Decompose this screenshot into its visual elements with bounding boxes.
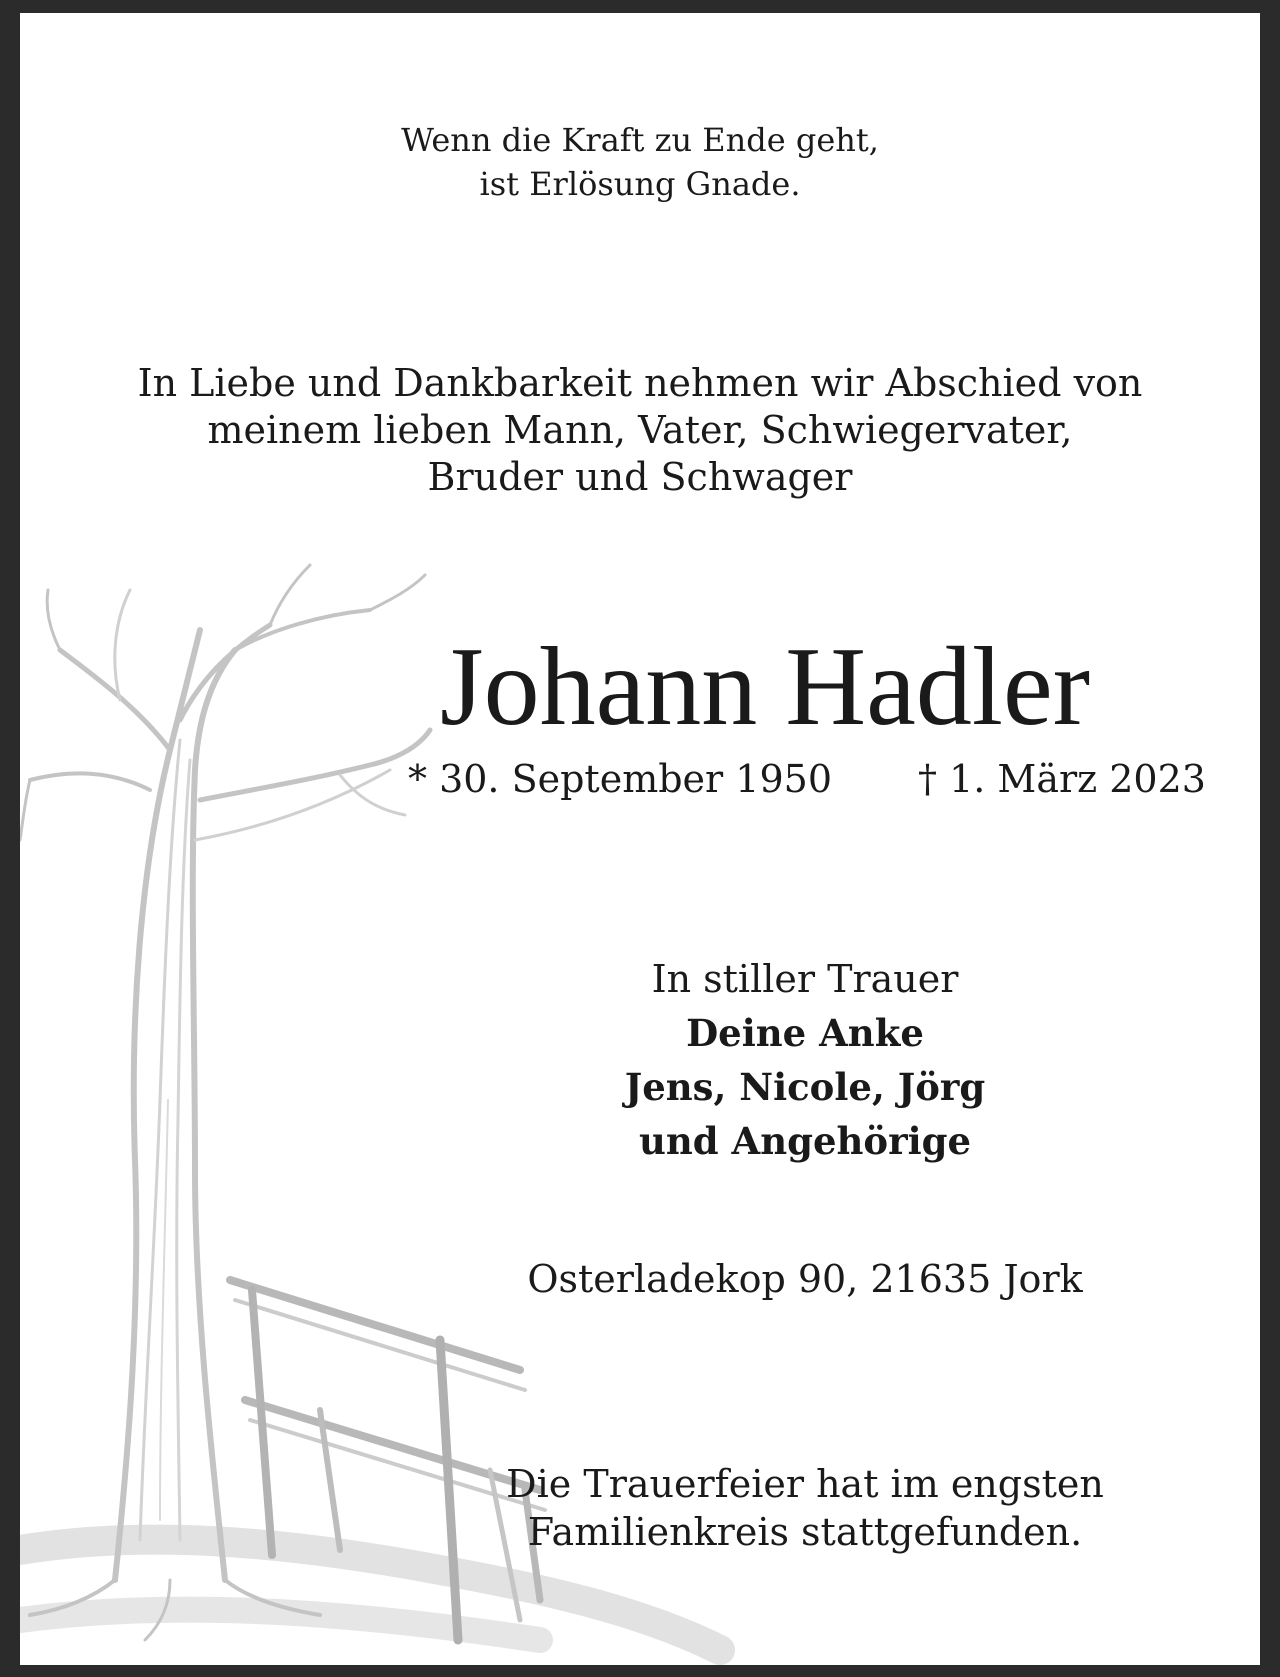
death-date: † 1. März 2023 <box>918 757 1206 801</box>
mourner-name: Deine Anke <box>686 1011 924 1055</box>
mourners-intro: In stiller Trauer <box>651 957 959 1001</box>
motto-line: Wenn die Kraft zu Ende geht, <box>401 121 879 159</box>
mourners-block <box>500 952 1110 1168</box>
ceremony-line: Familienkreis stattgefunden. <box>527 1510 1083 1554</box>
address: Osterladekop 90, 21635 Jork <box>527 1257 1083 1301</box>
intro-line: Bruder und Schwager <box>427 455 853 499</box>
birth-date: * 30. September 1950 <box>408 757 832 801</box>
intro-line: meinem lieben Mann, Vater, Schwiegervater, <box>207 408 1073 452</box>
mourner-name: und Angehörige <box>638 1119 972 1163</box>
ceremony-line: Die Trauerfeier hat im engsten <box>506 1462 1104 1506</box>
ceremony-note <box>490 1460 1120 1556</box>
mourner-name: Jens, Nicole, Jörg <box>624 1065 986 1109</box>
motto-line: ist Erlösung Gnade. <box>479 165 801 203</box>
intro-line: In Liebe und Dankbarkeit nehmen wir Abschied von <box>137 361 1143 405</box>
deceased-name: Johann Hadler <box>440 625 1091 749</box>
farewell-intro <box>0 360 1280 501</box>
motto <box>0 118 1280 206</box>
